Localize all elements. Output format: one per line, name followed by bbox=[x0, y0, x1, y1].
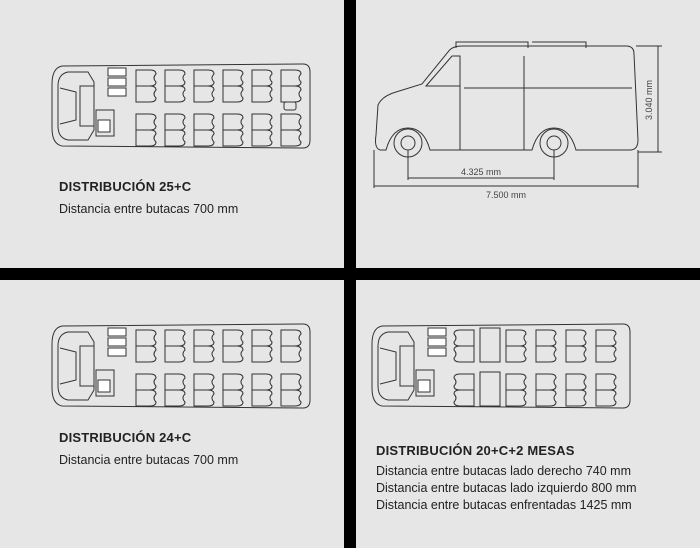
floorplan-24-diagram bbox=[48, 318, 313, 414]
layout-24-panel bbox=[0, 280, 344, 548]
layout-25-title: DISTRIBUCIÓN 25+C bbox=[59, 179, 192, 194]
layout-25-panel bbox=[0, 0, 344, 268]
wheelbase-label: 4.325 mm bbox=[460, 167, 502, 177]
seats-right-row bbox=[136, 114, 301, 146]
layout-24-description: Distancia entre butacas 700 mm bbox=[59, 453, 239, 467]
vehicle-side-view bbox=[356, 0, 700, 268]
floorplan-20-diagram bbox=[368, 318, 633, 414]
layout-24-title: DISTRIBUCIÓN 24+C bbox=[59, 430, 192, 445]
layout-20-description: Distancia entre butacas lado derecho 740 mm Distancia entre butacas lado izquierdo 800 mm Distancia entre butacas enfrentadas 1425 mm bbox=[376, 464, 637, 512]
table-right bbox=[480, 372, 500, 406]
floorplan-25-diagram bbox=[48, 58, 313, 154]
table-left bbox=[480, 328, 500, 362]
seats-left-row bbox=[136, 70, 301, 102]
height-label: 3.040 mm bbox=[644, 79, 654, 121]
layout-20-panel bbox=[356, 280, 700, 548]
layout-25-description: Distancia entre butacas 700 mm bbox=[59, 202, 239, 216]
side-view-panel bbox=[356, 0, 700, 268]
layout-20-title: DISTRIBUCIÓN 20+C+2 MESAS bbox=[376, 443, 575, 458]
length-label: 7.500 mm bbox=[485, 190, 527, 200]
